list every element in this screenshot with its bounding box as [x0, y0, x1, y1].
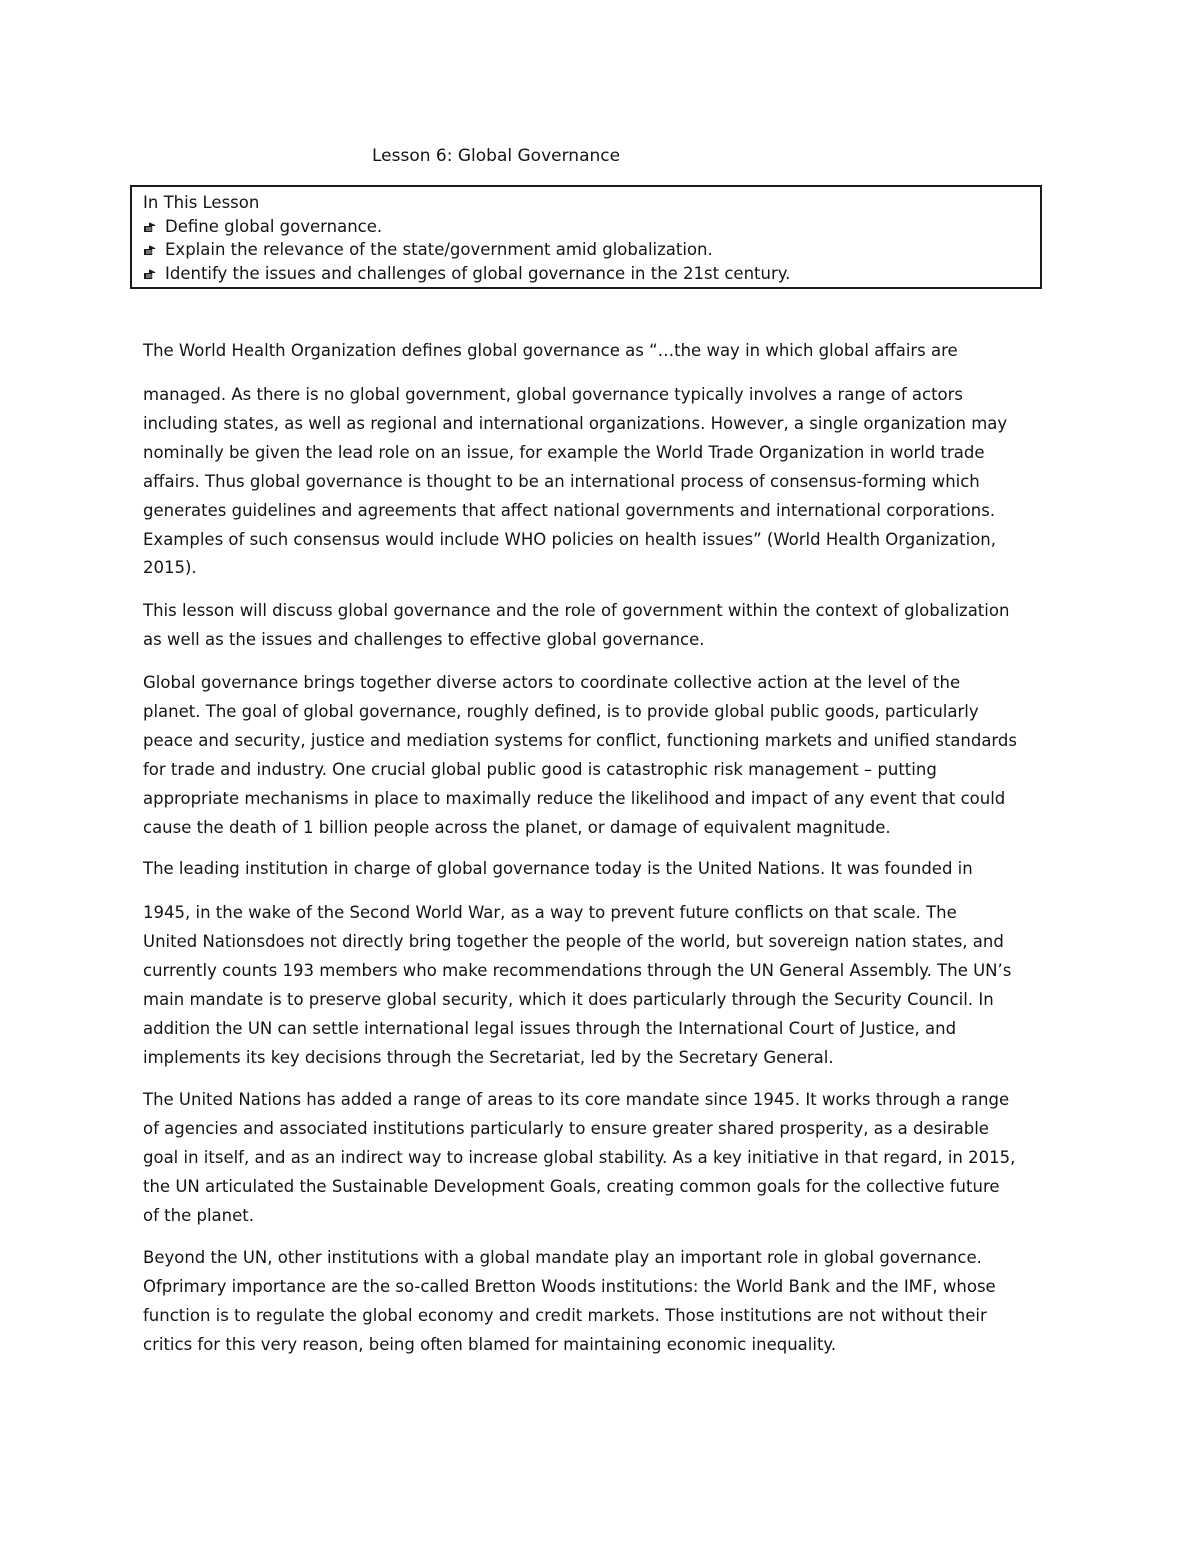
objective-text: Identify the issues and challenges of global governance in the 21st century. [165, 263, 791, 283]
paragraph-un-body: 1945, in the wake of the Second World War, as a way to prevent future conflicts on that scale. The United Nationsdoes not directly bring together the people of the world, but sovereign nation states, and currently counts 193 members who make recommendations through the UN General Assembly. The UN’s main mandate is to preserve global security, which it does particularly through the Security Council. In addition the UN can settle international legal issues through the International Court of Justice, and implements its key decisions through the Secretariat, led by the Secretary General. [143, 903, 1012, 1067]
objective-item [143, 215, 1040, 239]
pointing-hand-icon [143, 245, 156, 256]
page-title: Lesson 6: Global Governance [372, 146, 621, 166]
lesson-objectives-box [130, 185, 1042, 289]
pointing-hand-icon [143, 222, 156, 233]
paragraph-bretton-woods: Beyond the UN, other institutions with a global mandate play an important role in global governance. Ofprimary importance are the so-called Bretton Woods institutions: the World Bank and the IMF, whose function is to regulate the global economy and credit markets. Those institutions are not without their critics for this very reason, being often blamed for maintaining economic inequality. [143, 1248, 996, 1354]
paragraph-lesson-scope: This lesson will discuss global governance and the role of government within the context of globalization as well as the issues and challenges to effective global governance. [143, 601, 1010, 649]
objective-text: Define global governance. [165, 216, 383, 236]
paragraph-who-intro: The World Health Organization defines global governance as “…the way in which global affairs are [143, 341, 958, 360]
paragraph-un-intro: The leading institution in charge of global governance today is the United Nations. It was founded in [143, 859, 973, 878]
objective-text: Explain the relevance of the state/government amid globalization. [165, 240, 713, 259]
objective-item [143, 262, 1040, 286]
objective-item [143, 238, 1040, 262]
paragraph-who-quote: managed. As there is no global government, global governance typically involves a range of actors including states, as well as regional and international organizations. However, a single organization may nominally be given the lead role on an issue, for example the World Trade Organization in world trade affairs. Thus global governance is thought to be an international process of consensus-forming which generates guidelines and agreements that affect national governments and international corporations. Examples of such consensus would include WHO policies on health issues” (World Health Organization, 2015). [143, 385, 1008, 578]
pointing-hand-icon [143, 269, 156, 280]
paragraph-governance-goal: Global governance brings together diverse actors to coordinate collective action at the level of the planet. The goal of global governance, roughly defined, is to provide global public goods, particularly peace and security, justice and mediation systems for conflict, functioning markets and unified standards for trade and industry. One crucial global public good is catastrophic risk management – putting appropriate mechanisms in place to maximally reduce the likelihood and impact of any event that could cause the death of 1 billion people across the planet, or damage of equivalent magnitude. [143, 673, 1018, 837]
lesson-box-heading: In This Lesson [143, 193, 260, 212]
paragraph-un-mandate: The United Nations has added a range of areas to its core mandate since 1945. It works through a range of agencies and associated institutions particularly to ensure greater shared prosperity, as a desirable goal in itself, and as an indirect way to increase global stability. As a key initiative in that regard, in 2015, the UN articulated the Sustainable Development Goals, creating common goals for the collective future of the planet. [143, 1090, 1016, 1225]
